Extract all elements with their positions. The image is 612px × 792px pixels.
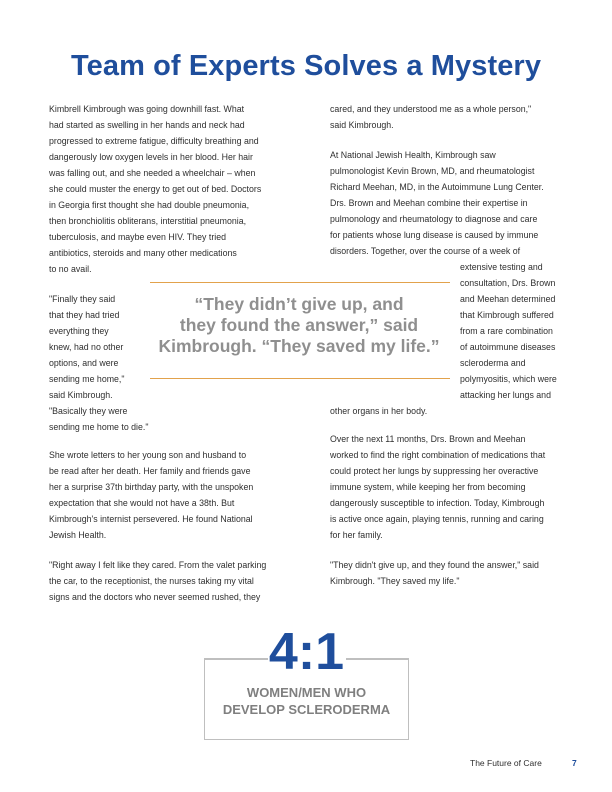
- text-line: that they had tried: [49, 310, 120, 320]
- text-line: Kimbrell Kimbrough was going downhill fast. What: [49, 104, 245, 114]
- pull-quote-line: “They didn’t give up, and: [194, 294, 404, 314]
- text-line: pulmonology and rheumatology to diagnose and care: [330, 214, 538, 224]
- text-line: sending me home to die.": [49, 422, 149, 432]
- text-line: could protect her lungs by suppressing her overactive: [330, 466, 539, 476]
- text-line: in Georgia first thought she had double pneumonia,: [49, 200, 250, 210]
- pull-quote-line: they found the answer,” said: [179, 315, 419, 335]
- text-line: She wrote letters to her young son and husband to: [49, 450, 247, 460]
- text-line: attacking her lungs and: [460, 390, 551, 400]
- text-line: everything they: [49, 326, 109, 336]
- text-line: dangerously low oxygen levels in her blood. Her hair: [49, 152, 253, 162]
- text-line: Richard Meehan, MD, in the Autoimmune Lung Center.: [330, 182, 544, 192]
- text-line: from a rare combination: [460, 326, 553, 336]
- text-line: extensive testing and: [460, 262, 543, 272]
- text-line: Kimbrough. "They saved my life.": [330, 576, 460, 586]
- page-title: Team of Experts Solves a Mystery: [70, 50, 542, 82]
- text-line: Jewish Health.: [49, 530, 107, 540]
- text-line: said Kimbrough.: [330, 120, 394, 130]
- text-line: Drs. Brown and Meehan combine their expertise in: [330, 198, 528, 208]
- text-line: for her family.: [330, 530, 383, 540]
- text-line: signs and the doctors who never seemed rushed, they: [49, 592, 261, 602]
- text-line: expectation that she would not have a 38th. But: [49, 498, 235, 508]
- pull-quote: [150, 294, 448, 357]
- text-line: then bronchiolitis obliterans, interstitial pneumonia,: [49, 216, 247, 226]
- text-line: be read after her death. Her family and friends gave: [49, 466, 251, 476]
- text-line: was falling out, and she needed a wheelchair – when: [49, 168, 256, 178]
- text-line: Over the next 11 months, Drs. Brown and Meehan: [330, 434, 526, 444]
- text-line: that Kimbrough suffered: [460, 310, 554, 320]
- text-line: sending me home,": [49, 374, 125, 384]
- text-line: and Meehan determined: [460, 294, 556, 304]
- text-line: "Right away I felt like they cared. From the valet parking: [49, 560, 267, 570]
- text-line: the car, to the receptionist, the nurses taking my vital: [49, 576, 254, 586]
- stat-label: [204, 684, 409, 718]
- text-line: had started as swelling in her hands and neck had: [49, 120, 245, 130]
- text-line: options, and were: [49, 358, 119, 368]
- text-line: said Kimbrough.: [49, 390, 113, 400]
- text-line: pulmonologist Kevin Brown, MD, and rheumatologist: [330, 166, 535, 176]
- text-line: other organs in her body.: [330, 406, 428, 416]
- text-line: tuberculosis, and maybe even HIV. They tried: [49, 232, 227, 242]
- text-line: antibiotics, steroids and many other medications: [49, 248, 237, 258]
- text-line: disorders. Together, over the course of a week of: [330, 246, 521, 256]
- text-line: cared, and they understood me as a whole person,": [330, 104, 532, 114]
- text-line: for patients whose lung disease is caused by immune: [330, 230, 539, 240]
- text-line: Kimbrough's internist persevered. He found National: [49, 514, 253, 524]
- text-line: she could muster the energy to get out of bed. Doctors: [49, 184, 262, 194]
- text-line: consultation, Drs. Brown: [460, 278, 556, 288]
- text-line: "They didn't give up, and they found the answer," said: [330, 560, 539, 570]
- page-number: 7: [572, 758, 577, 768]
- text-line: "Basically they were: [49, 406, 128, 416]
- text-line: her a surprise 37th birthday party, with the unspoken: [49, 482, 254, 492]
- text-line: progressed to extreme fatigue, difficulty breathing and: [49, 136, 259, 146]
- text-line: polymyositis, which were: [460, 374, 557, 384]
- text-line: of autoimmune diseases: [460, 342, 556, 352]
- text-line: dangerously susceptible to infection. Today, Kimbrough: [330, 498, 545, 508]
- pull-quote-bottom-rule: [150, 378, 450, 379]
- text-line: to no avail.: [49, 264, 92, 274]
- stat-label-line: WOMEN/MEN WHO: [246, 685, 367, 700]
- text-line: knew, had no other: [49, 342, 124, 352]
- text-line: is active once again, playing tennis, running and caring: [330, 514, 544, 524]
- stat-label-line: DEVELOP SCLERODERMA: [222, 702, 391, 717]
- text-line: "Finally they said: [49, 294, 116, 304]
- text-line: scleroderma and: [460, 358, 526, 368]
- text-line: worked to find the right combination of medications that: [330, 450, 546, 460]
- text-line: immune system, while keeping her from becoming: [330, 482, 526, 492]
- pull-quote-top-rule: [150, 282, 450, 283]
- stat-ratio: 4:1: [268, 623, 345, 681]
- text-line: At National Jewish Health, Kimbrough saw: [330, 150, 496, 160]
- pull-quote-line: Kimbrough. “They saved my life.”: [158, 336, 440, 356]
- footer-publication: The Future of Care: [470, 758, 542, 768]
